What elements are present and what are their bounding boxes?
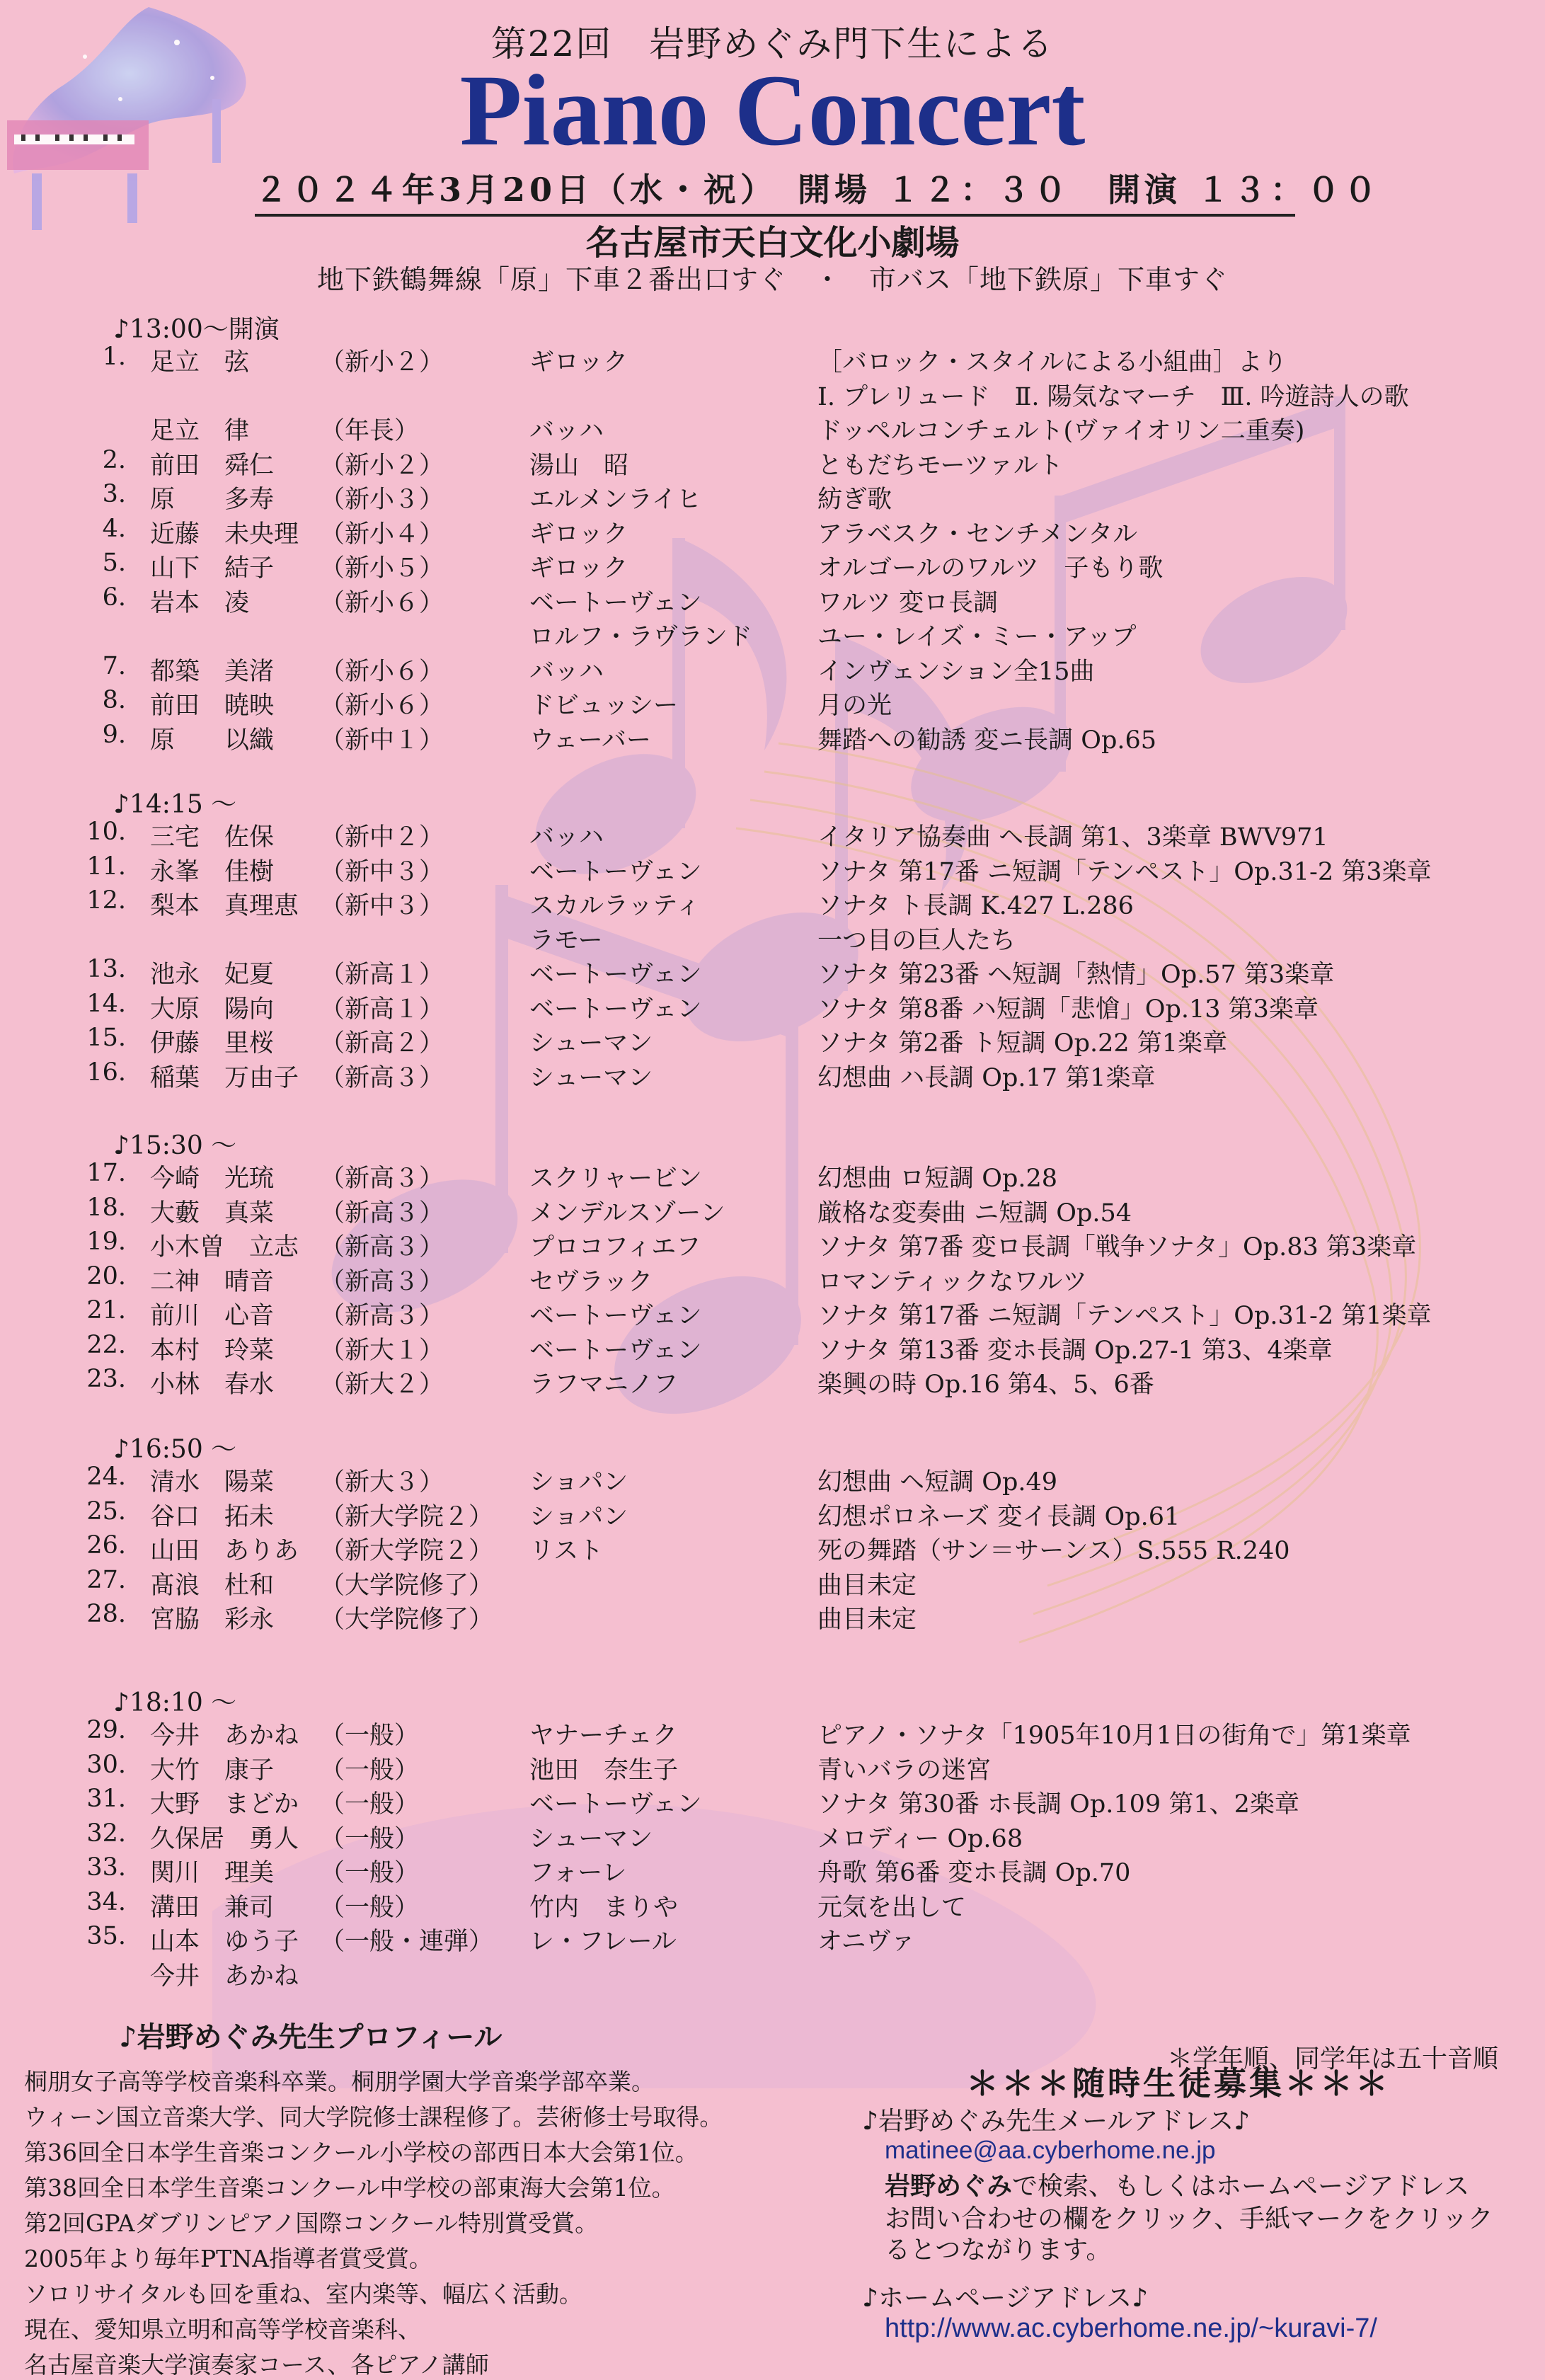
composer-name: ウェーバー	[529, 726, 651, 755]
program-row	[0, 1296, 1545, 1330]
piece-title: 紡ぎ歌	[817, 486, 892, 514]
performer-grade: （新高３）	[320, 1302, 444, 1330]
program-row	[0, 583, 1545, 617]
performer-grade: （一般）	[320, 1790, 420, 1819]
composer-name: ベートーヴェン	[529, 1302, 702, 1330]
concert-venue: 名古屋市天白文化小劇場	[585, 223, 960, 263]
performer-name: 伊藤 里桜	[150, 1029, 275, 1058]
composer-name: シューマン	[529, 1029, 653, 1058]
performer-name: 永峯 佳樹	[150, 857, 275, 886]
program-row	[0, 652, 1545, 686]
composer-name: バッハ	[529, 657, 604, 686]
program-row	[0, 1228, 1545, 1261]
performer-grade: （新高３）	[320, 1267, 444, 1296]
piece-title: ソナタ 第13番 変ホ長調 Op.27-1 第3、4楽章	[817, 1336, 1333, 1365]
mail-heading: ♪岩野めぐみ先生メールアドレス♪	[862, 2107, 1251, 2136]
program-row	[0, 1194, 1545, 1228]
performer-grade: （新高２）	[320, 1029, 444, 1058]
piece-title: 幻想曲 ハ長調 Op.17 第1楽章	[817, 1063, 1156, 1092]
performer-name: 本村 玲菜	[150, 1336, 275, 1365]
piece-title: 青いバラの迷宮	[817, 1756, 992, 1785]
composer-name: ラフマニノフ	[529, 1371, 679, 1399]
piece-title: 幻想ポロネーズ 変イ長調 Op.61	[817, 1502, 1181, 1531]
profile-line: 第36回全日本学生音楽コンクール小学校の部西日本大会第1位。	[24, 2139, 699, 2166]
performer-number: 28.	[86, 1600, 126, 1628]
performer-grade: （新中３）	[320, 857, 444, 886]
performer-grade: （新高３）	[320, 1063, 444, 1092]
piece-title: ソナタ 第2番 ト短調 Op.22 第1楽章	[817, 1029, 1228, 1058]
homepage-heading: ♪ホームページアドレス♪	[862, 2284, 1149, 2313]
composer-name: 池田 奈生子	[529, 1756, 679, 1785]
performer-number: 14.	[86, 989, 126, 1018]
performer-number: 29.	[86, 1716, 126, 1744]
profile-line: ソロリサイタルも回を重ね、室内楽等、幅広く活動。	[24, 2280, 583, 2308]
search-instruction	[885, 2166, 1469, 2202]
piece-title: イタリア協奏曲 ヘ長調 第1、3楽章 BWV971	[817, 823, 1328, 852]
performer-name: 大竹 康子	[150, 1756, 275, 1785]
program-row	[0, 1566, 1545, 1600]
performer-number: 24.	[86, 1463, 126, 1491]
piece-title: ともだちモーツァルト	[817, 451, 1063, 480]
performer-number: 18.	[86, 1193, 126, 1222]
performer-name: 溝田 兼司	[150, 1893, 275, 1922]
performer-name: 原 以織	[150, 726, 275, 755]
section-time: ♪13:00〜開演	[113, 315, 280, 344]
performer-number: 35.	[86, 1922, 126, 1950]
composer-name: セヴラック	[529, 1267, 653, 1296]
composer-name: バッハ	[529, 417, 604, 445]
performer-number: 32.	[86, 1819, 126, 1848]
performer-grade: （大学院修了）	[320, 1571, 494, 1600]
performer-name: 小林 春水	[150, 1371, 275, 1399]
performer-name: 大野 まどか	[150, 1790, 299, 1819]
performer-number: 17.	[86, 1159, 126, 1187]
performer-name: 岩本 凌	[150, 588, 250, 617]
profile-line: 名古屋音楽大学演奏家コース、各ピアノ講師	[24, 2351, 489, 2379]
performer-number: 20.	[86, 1261, 126, 1291]
performer-number: 1.	[102, 343, 126, 371]
piece-title: 曲目未定	[817, 1571, 917, 1600]
profile-line: 第2回GPAダブリンピアノ国際コンクール特別賞受賞。	[24, 2209, 599, 2237]
program-row	[0, 1497, 1545, 1531]
composer-name: ベートーヴェン	[529, 857, 702, 886]
piece-title: 厳格な変奏曲 ニ短調 Op.54	[817, 1198, 1132, 1228]
performer-name: 前田 暁映	[150, 692, 275, 720]
performer-name: 今井 あかね	[150, 1722, 299, 1750]
performer-name: 足立 弦	[150, 348, 250, 377]
program-row	[0, 515, 1545, 549]
composer-name: スカルラッティ	[529, 892, 701, 920]
program-row	[0, 1853, 1545, 1887]
performer-name: 足立 律	[150, 417, 250, 445]
program-row	[0, 549, 1545, 583]
performer-number: 27.	[86, 1565, 126, 1594]
section-time: ♪18:10 〜	[113, 1688, 237, 1717]
performer-name: 今崎 光琉	[150, 1165, 275, 1193]
piece-title: 死の舞踏（サン＝サーンス）S.555 R.240	[817, 1537, 1290, 1565]
performer-name: 山田 ありあ	[150, 1537, 299, 1565]
piece-title: ［バロック・スタイルによる小組曲］より	[817, 348, 1287, 377]
composer-name: 湯山 昭	[529, 451, 629, 480]
program-row	[0, 1785, 1545, 1819]
composer-name: ヤナーチェク	[529, 1722, 677, 1750]
performer-name: 久保居 勇人	[150, 1824, 299, 1853]
performer-number: 5.	[102, 549, 126, 577]
performer-grade: （新大学院２）	[320, 1537, 494, 1565]
program-row	[0, 1365, 1545, 1399]
performer-number: 34.	[86, 1887, 126, 1916]
performer-name: 前田 舜仁	[150, 451, 275, 480]
section-time: ♪16:50 〜	[113, 1435, 237, 1464]
performer-grade: （新小６）	[320, 657, 444, 686]
piece-title: 幻想曲 ロ短調 Op.28	[817, 1165, 1058, 1193]
program-row	[0, 1819, 1545, 1853]
composer-name: ベートーヴェン	[529, 1790, 702, 1819]
concert-subtitle: 第22回 岩野めぐみ門下生による	[490, 23, 1055, 64]
profile-line: 第38回全日本学生音楽コンクール中学校の部東海大会第1位。	[24, 2174, 675, 2202]
performer-name: 山下 結子	[150, 554, 275, 583]
program-row	[0, 1024, 1545, 1058]
program-row	[0, 852, 1545, 886]
performer-grade: （新小２）	[320, 451, 444, 480]
program-row	[0, 1159, 1545, 1193]
piece-title: オルゴールのワルツ 子もり歌	[817, 554, 1164, 583]
composer-name: ギロック	[529, 520, 628, 549]
profile-title: ♪岩野めぐみ先生プロフィール	[119, 2020, 502, 2054]
performer-grade: （一般）	[320, 1722, 420, 1750]
performer-grade: （新小３）	[320, 486, 444, 514]
program-row	[0, 886, 1545, 920]
program-row	[0, 480, 1545, 514]
piece-title: 一つ目の巨人たち	[817, 926, 1016, 955]
performer-number: 25.	[86, 1497, 126, 1526]
program-row	[0, 446, 1545, 480]
performer-name: 小木曽 立志	[150, 1233, 299, 1261]
composer-name: シューマン	[529, 1824, 653, 1853]
profile-line: 桐朋女子高等学校音楽科卒業。桐朋学園大学音楽学部卒業。	[24, 2068, 655, 2095]
program-row	[0, 411, 1545, 445]
performer-grade: （新高１）	[320, 961, 444, 989]
concert-title: Piano Concert	[459, 55, 1086, 167]
performer-grade: （新小２）	[320, 348, 444, 377]
program-row	[0, 1058, 1545, 1092]
performer-name: 今井 あかね	[150, 1962, 299, 1991]
search-text: で検索、もしくはホームページアドレス	[1012, 2172, 1470, 2201]
piece-title: ドッペルコンチェルト(ヴァイオリン二重奏)	[817, 417, 1305, 445]
composer-name: 竹内 まりや	[529, 1893, 679, 1922]
performer-grade: （新大３）	[320, 1468, 444, 1497]
performer-grade: （一般）	[320, 1824, 420, 1853]
piece-title: ソナタ 第8番 ハ短調「悲愴」Op.13 第3楽章	[817, 995, 1319, 1024]
performer-number: 13.	[86, 955, 126, 983]
program-row	[0, 818, 1545, 852]
composer-name: バッハ	[529, 823, 604, 852]
piece-title: アラベスク・センチメンタル	[817, 520, 1138, 549]
performer-grade: （新中２）	[320, 823, 444, 852]
profile-line: ウィーン国立音楽大学、同大学院修士課程修了。芸術修士号取得。	[24, 2103, 723, 2131]
program-row	[0, 343, 1545, 377]
piece-title: ソナタ 第23番 ヘ短調「熱情」Op.57 第3楽章	[817, 961, 1335, 989]
performer-number: 7.	[102, 651, 126, 680]
program-row	[0, 1716, 1545, 1750]
performer-name: 都築 美渚	[150, 657, 275, 686]
piece-title: ピアノ・ソナタ「1905年10月1日の街角で」第1楽章	[817, 1722, 1411, 1750]
program-row	[0, 686, 1545, 720]
composer-name: スクリャービン	[529, 1165, 702, 1193]
performer-name: 谷口 拓未	[150, 1502, 275, 1531]
composer-name: ラモー	[529, 926, 603, 955]
concert-datetime: ２０２４年3月20日（水・祝） 開場 １２：３０ 開演 １３：００	[255, 164, 1295, 217]
piece-title: ソナタ 第17番 ニ短調「テンペスト」Op.31-2 第3楽章	[817, 857, 1432, 886]
piece-title: オニヴァ	[817, 1928, 916, 1956]
order-note: ＊学年順、同学年は五十音順	[1166, 2044, 1498, 2073]
performer-number: 16.	[86, 1058, 126, 1087]
performer-name: 二神 晴音	[150, 1267, 275, 1296]
composer-name: ベートーヴェン	[529, 961, 702, 989]
performer-grade: （新中３）	[320, 892, 444, 920]
composer-name: フォーレ	[529, 1859, 627, 1887]
recruit-title: ＊＊＊随時生徒募集＊＊＊	[966, 2064, 1391, 2102]
performer-name: 稲葉 万由子	[150, 1063, 299, 1092]
section-time: ♪14:15 〜	[113, 790, 237, 819]
performer-grade: （一般）	[320, 1893, 420, 1922]
performer-grade: （新高３）	[320, 1198, 444, 1228]
performer-number: 19.	[86, 1228, 126, 1256]
program-row	[0, 377, 1545, 411]
performer-name: 梨本 真理恵	[150, 892, 299, 920]
performer-number: 8.	[102, 686, 126, 714]
search-name: 岩野めぐみ	[885, 2171, 1013, 2201]
piece-title: 元気を出して	[817, 1893, 967, 1922]
performer-name: 関川 理美	[150, 1859, 275, 1887]
performer-grade: （年長）	[320, 417, 420, 445]
composer-name: ショパン	[529, 1502, 628, 1531]
composer-name: ロルフ・ラヴランド	[529, 623, 753, 651]
performer-grade: （大学院修了）	[320, 1606, 494, 1634]
performer-grade: （新中１）	[320, 726, 444, 755]
performer-name: 大原 陽向	[150, 995, 275, 1024]
program-row	[0, 955, 1545, 989]
program-row	[0, 921, 1545, 955]
performer-name: 池永 妃夏	[150, 961, 275, 989]
program-row	[0, 1922, 1545, 1956]
performer-number: 21.	[86, 1296, 126, 1325]
performer-grade: （新小６）	[320, 692, 444, 720]
piece-title: インヴェンション全15曲	[817, 657, 1095, 686]
performer-grade: （新大２）	[320, 1371, 444, 1399]
performer-number: 11.	[86, 852, 126, 881]
composer-name: シューマン	[529, 1063, 653, 1092]
program-row	[0, 990, 1545, 1024]
performer-number: 3.	[102, 480, 126, 508]
performer-number: 22.	[86, 1330, 126, 1359]
piece-title: ソナタ 第7番 変ロ長調「戦争ソナタ」Op.83 第3楽章	[817, 1233, 1417, 1261]
piece-title: 幻想曲 ヘ短調 Op.49	[817, 1468, 1058, 1497]
composer-name: レ・フレール	[529, 1928, 677, 1956]
performer-grade: （新高３）	[320, 1165, 444, 1193]
piece-title: 曲目未定	[817, 1606, 917, 1634]
program-row	[0, 1751, 1545, 1785]
composer-name: リスト	[529, 1537, 604, 1565]
performer-grade: （一般・連弾）	[320, 1928, 494, 1956]
composer-name: ショパン	[529, 1468, 628, 1497]
performer-number: 4.	[102, 514, 126, 543]
performer-name: 髙浪 杜和	[150, 1571, 275, 1600]
piece-title: 月の光	[817, 692, 892, 720]
performer-number: 12.	[86, 886, 126, 915]
email-link[interactable]: matinee@aa.cyberhome.ne.jp	[885, 2136, 1216, 2164]
homepage-link[interactable]: http://www.ac.cyberhome.ne.jp/~kuravi-7/	[885, 2313, 1377, 2343]
performer-number: 33.	[86, 1853, 126, 1882]
composer-name: ギロック	[529, 554, 628, 583]
performer-number: 15.	[86, 1024, 126, 1052]
program-row	[0, 1888, 1545, 1922]
piece-title: 舟歌 第6番 変ホ長調 Op.70	[817, 1859, 1131, 1887]
piece-title: 楽興の時 Op.16 第4、5、6番	[817, 1371, 1154, 1399]
performer-grade: （一般）	[320, 1756, 420, 1785]
program-row	[0, 1331, 1545, 1365]
performer-name: 清水 陽菜	[150, 1468, 275, 1497]
composer-name: メンデルスゾーン	[529, 1198, 725, 1228]
program-row	[0, 1262, 1545, 1296]
performer-grade: （新大１）	[320, 1336, 444, 1365]
piece-title: ロマンティックなワルツ	[817, 1267, 1088, 1296]
program-row	[0, 721, 1545, 755]
program-row	[0, 617, 1545, 651]
profile-line: 現在、愛知県立明和高等学校音楽科、	[24, 2316, 421, 2343]
performer-name: 原 多寿	[150, 486, 275, 514]
program-row	[0, 1957, 1545, 1991]
piece-title: ソナタ 第17番 ニ短調「テンペスト」Op.31-2 第1楽章	[817, 1302, 1432, 1330]
piece-title: 舞踏への勧誘 変ニ長調 Op.65	[817, 726, 1157, 755]
composer-name: プロコフィエフ	[529, 1233, 701, 1261]
composer-name: ドビュッシー	[529, 692, 679, 720]
performer-grade: （新小６）	[320, 588, 444, 617]
composer-name: エルメンライヒ	[529, 486, 701, 514]
profile-line: 2005年より毎年PTNA指導者賞受賞。	[24, 2245, 432, 2272]
performer-name: 前川 心音	[150, 1302, 275, 1330]
performer-number: 26.	[86, 1531, 126, 1560]
piece-title: メロディー Op.68	[817, 1824, 1023, 1853]
performer-name: 宮脇 彩永	[150, 1606, 275, 1634]
performer-number: 31.	[86, 1785, 126, 1813]
piece-title: ワルツ 変ロ長調	[817, 588, 999, 617]
performer-name: 山本 ゆう子	[150, 1928, 299, 1956]
performer-number: 2.	[102, 445, 126, 474]
piece-title: ソナタ ト長調 K.427 L.286	[817, 892, 1134, 920]
performer-number: 30.	[86, 1750, 126, 1779]
performer-number: 9.	[102, 720, 126, 749]
performer-grade: （一般）	[320, 1859, 420, 1887]
performer-grade: （新高１）	[320, 995, 444, 1024]
program-row	[0, 1463, 1545, 1497]
performer-number: 10.	[86, 818, 126, 846]
performer-number: 6.	[102, 583, 126, 612]
piece-title: ユー・レイズ・ミー・アップ	[817, 623, 1137, 651]
search-instruction-2: お問い合わせの欄をクリック、手紙マークをクリック	[885, 2204, 1493, 2233]
performer-number: 23.	[86, 1365, 126, 1393]
search-instruction-3: るとつながります。	[885, 2236, 1112, 2265]
program-row	[0, 1531, 1545, 1565]
venue-access: 地下鉄鶴舞線「原」下車２番出口すぐ ・ 市バス「地下鉄原」下車すぐ	[316, 264, 1228, 295]
performer-name: 大藪 真菜	[150, 1198, 275, 1228]
performer-grade: （新大学院２）	[320, 1502, 494, 1531]
performer-grade: （新小５）	[320, 554, 444, 583]
composer-name: ギロック	[529, 348, 628, 377]
composer-name: ベートーヴェン	[529, 1336, 702, 1365]
section-time: ♪15:30 〜	[113, 1131, 237, 1160]
performer-grade: （新高３）	[320, 1233, 444, 1261]
program-row	[0, 1600, 1545, 1634]
performer-name: 三宅 佐保	[150, 823, 275, 852]
piece-title: Ⅰ. プレリュード Ⅱ. 陽気なマーチ Ⅲ. 吟遊詩人の歌	[817, 382, 1409, 411]
composer-name: ベートーヴェン	[529, 995, 702, 1024]
composer-name: ベートーヴェン	[529, 588, 702, 617]
piece-title: ソナタ 第30番 ホ長調 Op.109 第1、2楽章	[817, 1790, 1299, 1819]
performer-name: 近藤 未央理	[150, 520, 299, 549]
performer-grade: （新小４）	[320, 520, 444, 549]
